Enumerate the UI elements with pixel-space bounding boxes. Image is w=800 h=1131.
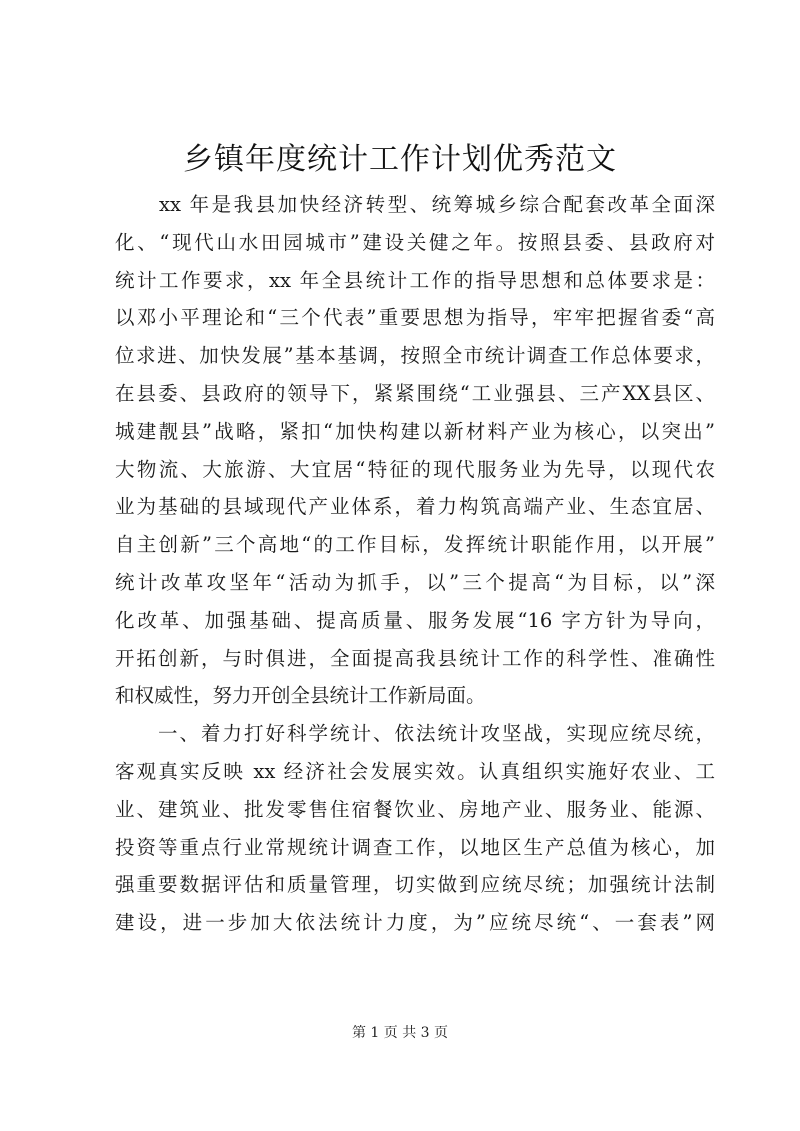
text-line: 位求进、加快发展”基本基调，按照全市统计调查工作总体要求， — [115, 344, 715, 368]
text-line: 在县委、县政府的领导下，紧紧围绕“工业强县、三产XX县区、 — [115, 381, 715, 405]
document-title: 乡镇年度统计工作计划优秀范文 — [183, 142, 617, 177]
text-line: 化、“现代山水田园城市”建设关健之年。按照县委、县政府对 — [115, 230, 715, 254]
text-line: 和权威性，努力开创全县统计工作新局面。 — [115, 684, 486, 708]
text-line: 建设，进一步加大依法统计力度，为”应统尽统“、一套表”网 — [115, 911, 715, 935]
text-line: 化改革、加强基础、提高质量、服务发展“16 字方针为导向， — [115, 608, 715, 632]
text-line: 一、着力打好科学统计、依法统计攻坚战，实现应统尽统， — [115, 722, 715, 746]
document-body — [115, 186, 715, 942]
text-line: 城建靓县”战略，紧扣“加快构建以新材料产业为核心，以突出” — [115, 419, 715, 443]
text-line: 强重要数据评估和质量管理，切实做到应统尽统；加强统计法制 — [115, 873, 715, 897]
text-line: 业为基础的县域现代产业体系，着力构筑高端产业、生态宜居、 — [115, 495, 715, 519]
text-line: 大物流、大旅游、大宜居“特征的现代服务业为先导，以现代农 — [115, 457, 715, 481]
text-line: 统计工作要求，xx 年全县统计工作的指导思想和总体要求是： — [115, 268, 715, 292]
text-line: 业、建筑业、批发零售住宿餐饮业、房地产业、服务业、能源、 — [115, 797, 715, 821]
text-line: 统计改革攻坚年“活动为抓手，以”三个提高“为目标，以”深 — [115, 570, 715, 594]
page-number-footer: 第 1 页 共 3 页 — [351, 1025, 449, 1041]
text-line: 客观真实反映 xx 经济社会发展实效。认真组织实施好农业、工 — [115, 759, 715, 783]
text-line: 投资等重点行业常规统计调查工作，以地区生产总值为核心，加 — [115, 835, 715, 859]
text-line: 自主创新”三个高地“的工作目标，发挥统计职能作用，以开展” — [115, 533, 715, 557]
text-line: 开拓创新，与时俱进，全面提高我县统计工作的科学性、准确性 — [115, 646, 715, 670]
text-line: 以邓小平理论和“三个代表”重要思想为指导，牢牢把握省委“高 — [115, 306, 715, 330]
text-line: xx 年是我县加快经济转型、统筹城乡综合配套改革全面深 — [115, 193, 715, 216]
